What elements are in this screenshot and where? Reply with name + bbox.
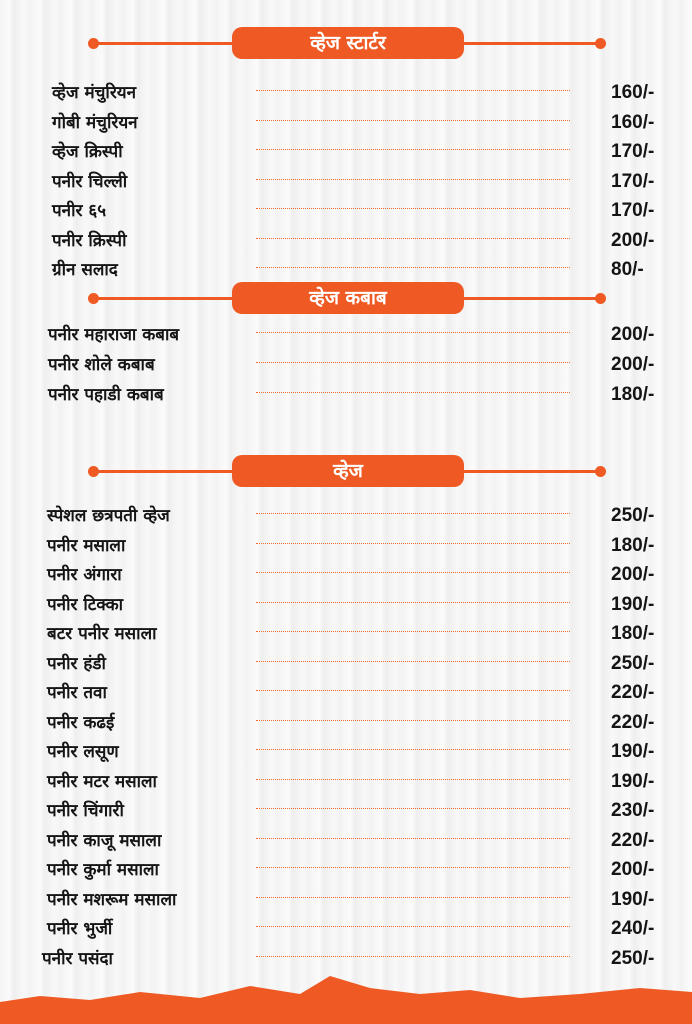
item-name: पनीर पहाडी कबाब xyxy=(48,385,164,405)
item-name: पनीर भुर्जी xyxy=(47,919,113,939)
item-name: पनीर लसूण xyxy=(47,742,119,762)
menu-item xyxy=(0,168,692,196)
dotted-leader xyxy=(256,543,570,544)
item-name: पनीर ६५ xyxy=(52,201,107,221)
menu-item xyxy=(0,381,692,409)
item-name: स्पेशल छत्रपती व्हेज xyxy=(47,506,170,526)
dotted-leader xyxy=(256,332,570,333)
item-price: 220/- xyxy=(611,682,655,703)
dotted-leader xyxy=(256,690,570,691)
divider-dot xyxy=(88,38,99,49)
menu-item xyxy=(0,620,692,648)
dotted-leader xyxy=(256,602,570,603)
item-name: पनीर मसाला xyxy=(47,535,126,556)
item-price: 170/- xyxy=(611,200,655,221)
item-name: पनीर अंगारा xyxy=(47,565,122,585)
torn-paper-footer xyxy=(0,974,692,1024)
dotted-leader xyxy=(256,90,570,91)
item-name: पनीर तवा xyxy=(47,683,107,703)
menu-item xyxy=(0,561,692,589)
item-price: 170/- xyxy=(611,141,655,162)
dotted-leader xyxy=(256,149,570,150)
item-price: 250/- xyxy=(611,652,655,674)
menu-item xyxy=(0,768,692,796)
divider-dot xyxy=(88,466,99,477)
menu-item xyxy=(0,886,692,914)
menu-item xyxy=(0,679,692,707)
item-name: पनीर मशरूम मसाला xyxy=(47,889,177,910)
menu-item xyxy=(0,197,692,225)
item-price: 250/- xyxy=(611,505,655,526)
item-price: 200/- xyxy=(611,859,655,880)
menu-item xyxy=(0,827,692,855)
item-name: पनीर चिंगारी xyxy=(47,801,124,821)
dotted-leader xyxy=(256,838,570,839)
menu-item xyxy=(0,915,692,943)
menu-item xyxy=(0,856,692,884)
item-price: 190/- xyxy=(611,770,655,792)
item-name: पनीर हंडी xyxy=(47,653,106,674)
dotted-leader xyxy=(256,362,570,363)
dotted-leader xyxy=(256,513,570,514)
item-price: 250/- xyxy=(611,947,655,969)
section-title: व्हेज स्टार्टर xyxy=(232,27,464,59)
dotted-leader xyxy=(256,897,570,898)
dotted-leader xyxy=(256,926,570,927)
item-name: बटर पनीर मसाला xyxy=(47,624,157,644)
item-price: 200/- xyxy=(611,324,655,345)
menu-item xyxy=(0,138,692,166)
dotted-leader xyxy=(256,749,570,750)
divider-dot xyxy=(88,293,99,304)
dotted-leader xyxy=(256,661,570,662)
item-price: 190/- xyxy=(611,888,655,910)
menu-item xyxy=(0,738,692,766)
dotted-leader xyxy=(256,572,570,573)
dotted-leader xyxy=(256,808,570,809)
item-name: पनीर काजू मसाला xyxy=(47,830,162,851)
menu-item xyxy=(0,591,692,619)
item-name: पनीर कढई xyxy=(47,712,115,733)
dotted-leader xyxy=(256,867,570,868)
menu-item xyxy=(0,709,692,737)
item-price: 160/- xyxy=(611,82,655,103)
item-price: 180/- xyxy=(611,534,655,556)
dotted-leader xyxy=(256,779,570,780)
menu-item xyxy=(0,351,692,379)
menu-item xyxy=(0,502,692,530)
item-name: व्हेज मंचुरियन xyxy=(52,83,137,103)
dotted-leader xyxy=(256,392,570,393)
item-price: 180/- xyxy=(611,623,655,644)
menu-item xyxy=(0,256,692,284)
item-price: 160/- xyxy=(611,111,655,133)
item-price: 180/- xyxy=(611,384,655,405)
item-price: 230/- xyxy=(611,800,655,821)
menu-item xyxy=(0,797,692,825)
menu-item xyxy=(0,227,692,255)
item-price: 200/- xyxy=(611,564,655,585)
menu-item xyxy=(0,321,692,349)
item-price: 240/- xyxy=(611,918,655,939)
item-name: पनीर टिक्का xyxy=(47,594,124,615)
divider-dot xyxy=(595,293,606,304)
dotted-leader xyxy=(256,956,570,957)
dotted-leader xyxy=(256,631,570,632)
dotted-leader xyxy=(256,120,570,121)
item-price: 200/- xyxy=(611,354,655,375)
item-name: पनीर क्रिस्पी xyxy=(52,230,127,251)
menu-item xyxy=(0,532,692,560)
item-price: 200/- xyxy=(611,229,655,251)
dotted-leader xyxy=(256,267,570,268)
menu-item xyxy=(0,79,692,107)
menu-item xyxy=(0,945,692,973)
menu-item xyxy=(0,650,692,678)
dotted-leader xyxy=(256,720,570,721)
item-name: पनीर शोले कबाब xyxy=(48,355,155,375)
item-price: 220/- xyxy=(611,711,655,733)
item-name: पनीर महाराजा कबाब xyxy=(48,325,180,345)
item-name: पनीर मटर मसाला xyxy=(47,771,157,792)
item-price: 190/- xyxy=(611,741,655,762)
section-title: व्हेज कबाब xyxy=(232,282,464,314)
dotted-leader xyxy=(256,238,570,239)
divider-dot xyxy=(595,38,606,49)
dotted-leader xyxy=(256,208,570,209)
item-price: 170/- xyxy=(611,170,655,192)
item-price: 220/- xyxy=(611,829,655,851)
menu-item xyxy=(0,109,692,137)
item-price: 190/- xyxy=(611,593,655,615)
item-name: पनीर कुर्मा मसाला xyxy=(47,860,159,880)
item-name: ग्रीन सलाद xyxy=(52,260,118,280)
item-name: पनीर पसंदा xyxy=(42,948,113,969)
item-name: व्हेज क्रिस्पी xyxy=(52,142,123,162)
item-price: 80/- xyxy=(611,259,644,280)
item-name: गोबी मंचुरियन xyxy=(52,112,138,133)
divider-dot xyxy=(595,466,606,477)
section-title: व्हेज xyxy=(232,455,464,487)
item-name: पनीर चिल्ली xyxy=(52,171,128,192)
dotted-leader xyxy=(256,179,570,180)
